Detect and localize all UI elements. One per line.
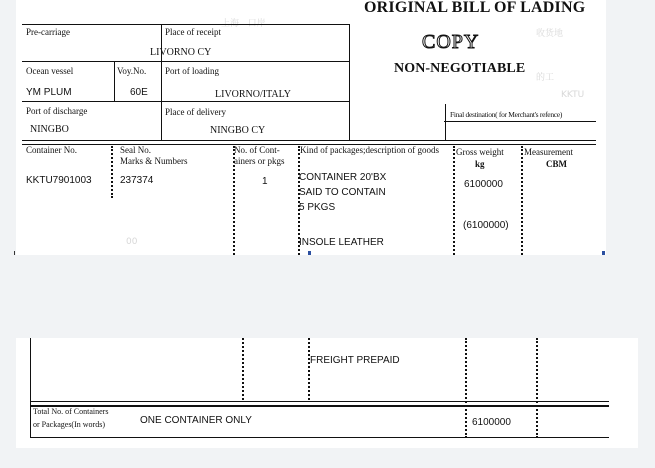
description-line-3: 5 PKGS <box>299 202 336 213</box>
ocean-vessel-value: YM PLUM <box>26 87 72 98</box>
place-of-receipt-value: LIVORNO CY <box>150 47 212 58</box>
measurement-header: Measurement <box>524 147 573 157</box>
place-of-delivery-label: Place of delivery <box>165 107 226 117</box>
place-of-delivery-value: NINGBO CY <box>210 125 266 136</box>
container-no-header: Container No. <box>26 145 77 155</box>
description-header: Kind of packages;description of goods <box>300 145 439 155</box>
scan-marker <box>602 251 605 255</box>
container-qty-value: 1 <box>262 176 268 187</box>
copy-stamp: COPY <box>422 31 480 53</box>
marks-numbers-header: Marks & Numbers <box>120 156 188 166</box>
port-of-discharge-label: Port of discharge <box>26 106 88 116</box>
gross-weight-unit: kg <box>475 159 485 169</box>
final-destination-label: Final destination( for Merchant's refence) <box>450 110 563 119</box>
container-no-value: KKTU7901003 <box>26 175 92 186</box>
ocean-vessel-label: Ocean vessel <box>26 66 74 76</box>
watermark-text: KKTU <box>561 90 585 100</box>
scan-marker <box>14 251 15 255</box>
description-line-2: SAID TO CONTAIN <box>299 187 386 198</box>
seal-no-value: 237374 <box>120 175 154 186</box>
document-title: ORIGINAL BILL OF LADING <box>364 0 586 16</box>
port-of-discharge-value: NINGBO <box>30 124 69 135</box>
total-containers-words: ONE CONTAINER ONLY <box>140 415 252 426</box>
bill-of-lading-top-section <box>16 0 606 255</box>
watermark-text: 上海 口岸 <box>221 19 266 29</box>
gross-weight-value: 6100000 <box>464 179 503 190</box>
watermark-text: 00 <box>126 237 138 247</box>
containers-count-header-2: ainers or pkgs <box>234 156 285 166</box>
port-of-loading-label: Port of loading <box>165 66 219 76</box>
total-gross-weight: 6100000 <box>472 417 511 428</box>
seal-no-header: Seal No. <box>120 145 151 155</box>
gross-weight-paren-value: (6100000) <box>463 220 509 231</box>
freight-terms: FREIGHT PREPAID <box>310 355 400 366</box>
description-line-4: INSOLE LEATHER <box>299 237 384 248</box>
voyage-value: 60E <box>130 87 148 98</box>
description-line-1: CONTAINER 20'BX <box>299 172 387 183</box>
scan-marker <box>308 251 311 255</box>
pre-carriage-label: Pre-carriage <box>26 27 70 37</box>
place-of-receipt-label: Place of receipt <box>165 27 221 37</box>
total-containers-label: Total No. of Containers <box>33 407 109 416</box>
containers-count-header: No. of Cont- <box>234 145 280 155</box>
port-of-loading-value: LIVORNO/ITALY <box>215 89 291 100</box>
watermark-text: 的工 <box>536 73 555 83</box>
gross-weight-header: Gross weight <box>456 147 504 157</box>
total-containers-label-2: or Packages(In words) <box>33 420 105 429</box>
watermark-text: 收货地 <box>536 29 564 39</box>
non-negotiable-stamp: NON-NEGOTIABLE <box>394 61 526 76</box>
voyage-label: Voy.No. <box>117 66 147 76</box>
measurement-unit: CBM <box>546 159 567 169</box>
bill-of-lading-bottom-section <box>16 338 638 448</box>
